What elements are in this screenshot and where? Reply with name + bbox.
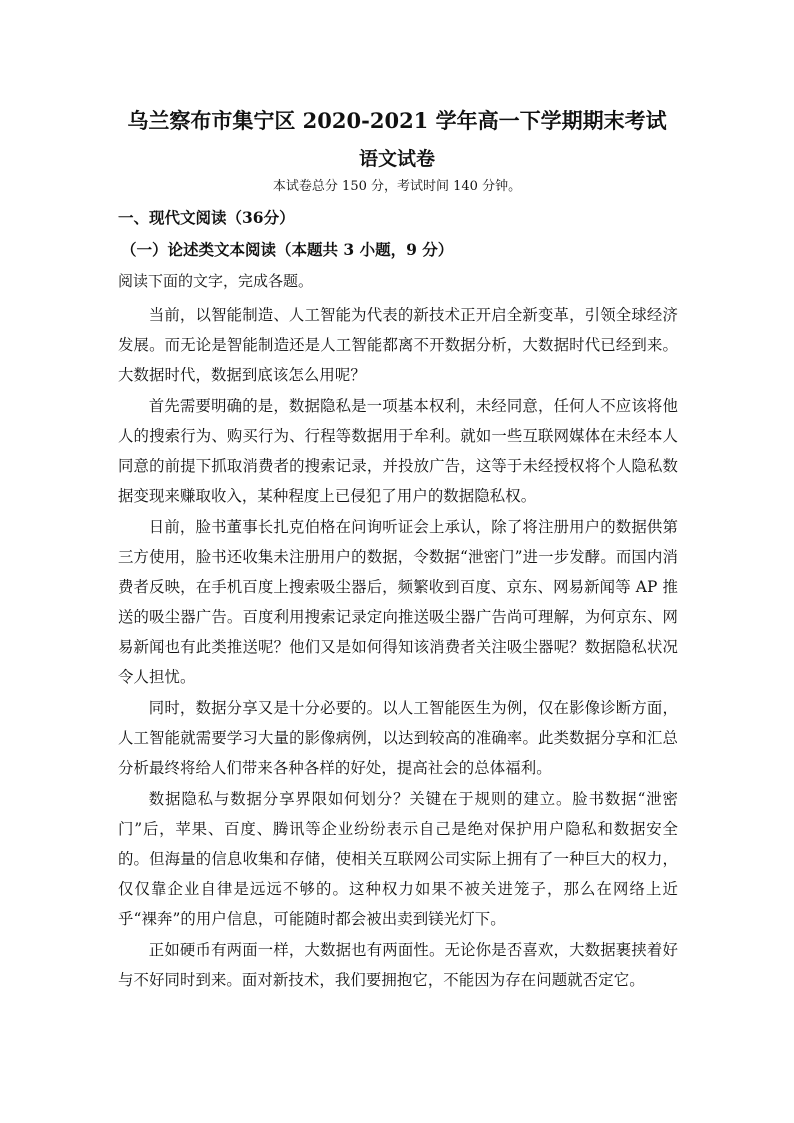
passage-paragraph: 日前，脸书董事长扎克伯格在问询听证会上承认，除了将注册用户的数据供第三方使用，脸书还收集未注册用户的数据，令数据“泄密门”进一步发酵。而国内消费者反映，在手机百度上搜索吸尘器后，频繁收到百度、京东、网易新闻等 AP 推送的吸尘器广告。百度利用搜索记录定向推送吸尘器广告尚可理解，为何京东、网易新闻也有此类推送呢？他们又是如何得知该消费者关注吸尘器呢？数据隐私状况令人担忧。 — [118, 518, 678, 686]
passage-paragraph: 当前，以智能制造、人工智能为代表的新技术正开启全新变革，引领全球经济发展。而无论是智能制造还是人工智能都离不开数据分析，大数据时代已经到来。大数据时代，数据到底该怎么用呢？ — [118, 306, 678, 384]
passage-paragraph: 正如硬币有两面一样，大数据也有两面性。无论你是否喜欢，大数据裹挟着好与不好同时到来。面对新技术，我们要拥抱它，不能因为存在问题就否定它。 — [118, 941, 678, 989]
exam-note: 本试卷总分 150 分，考试时间 140 分钟。 — [272, 179, 522, 194]
subsection-heading: （一）论述类文本阅读（本题共 3 小题，9 分） — [121, 240, 454, 259]
passage-paragraph: 首先需要明确的是，数据隐私是一项基本权利，未经同意，任何人不应该将他人的搜索行为、购买行为、行程等数据用于牟利。就如一些互联网媒体在未经本人同意的前提下抓取消费者的搜索记录，并投放广告，这等于未经授权将个人隐私数据变现来赚取收入，某种程度上已侵犯了用户的数据隐私权。 — [118, 397, 678, 505]
exam-title: 乌兰察布市集宁区 2020-2021 学年高一下学期期末考试 — [127, 108, 667, 133]
passage-paragraph: 同时，数据分享又是十分必要的。以人工智能医生为例，仅在影像诊断方面，人工智能就需要学习大量的影像病例，以达到较高的准确率。此类数据分享和汇总分析最终将给人们带来各种各样的好处，提高社会的总体福利。 — [118, 699, 678, 777]
passage-paragraph: 数据隐私与数据分享界限如何划分？关键在于规则的建立。脸书数据“泄密门”后，苹果、百度、腾讯等企业纷纷表示自己是绝对保护用户隐私和数据安全的。但海量的信息收集和存储，使相关互联网公司实际上拥有了一种巨大的权力，仅仅靠企业自律是远远不够的。这种权力如果不被关进笼子，那么在网络上近乎“裸奔”的用户信息，可能随时都会被出卖到镁光灯下。 — [118, 790, 678, 928]
exam-subtitle: 语文试卷 — [358, 148, 435, 170]
reading-instruction: 阅读下面的文字，完成各题。 — [118, 272, 314, 290]
passage-body — [118, 300, 678, 996]
section-heading: 一、现代文阅读（36分） — [118, 208, 295, 227]
